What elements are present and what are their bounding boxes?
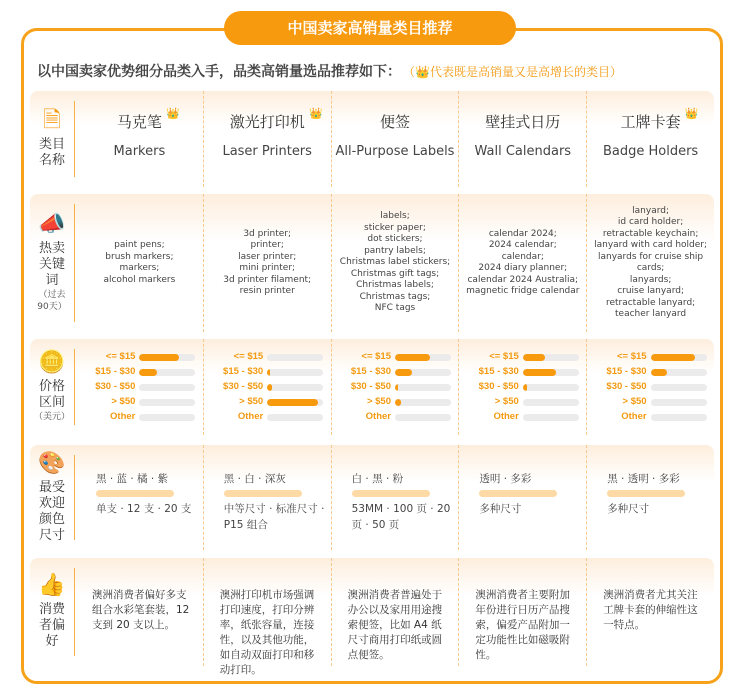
- price-bar-fill: [651, 369, 668, 376]
- price-bar-row: [81, 380, 197, 395]
- keywords-cell: [76, 194, 203, 332]
- price-bar-row: [465, 380, 581, 395]
- category-cn: [620, 107, 699, 132]
- row-keywords: [30, 194, 714, 332]
- thumbs-up-icon: 👍: [38, 573, 66, 598]
- highlight-bar: [607, 490, 685, 497]
- row-label-price: [30, 339, 74, 435]
- price-bar-track: [395, 384, 451, 391]
- color-size-cell: [331, 445, 459, 550]
- price-label: <= $15: [233, 351, 264, 363]
- keyword: Christmas gift tags;: [350, 268, 440, 279]
- price-bar-row: [337, 395, 453, 410]
- category-cn: [485, 113, 561, 132]
- keyword: labels;: [380, 211, 410, 222]
- popular-colors: 黑 · 白 · 深灰: [223, 473, 286, 485]
- color-size-cell: [458, 445, 586, 550]
- keyword: alcohol markers: [103, 274, 176, 285]
- row-category: [30, 91, 714, 187]
- price-bar-track: [651, 354, 707, 361]
- category-en: Laser Printers: [222, 143, 312, 159]
- price-bar-row: [209, 350, 325, 365]
- price-bar-row: [81, 365, 197, 380]
- popular-colors: 白 · 黑 · 粉: [351, 473, 404, 485]
- keyword: magnetic fridge calendar: [466, 286, 580, 296]
- keyword: resin printer: [239, 286, 295, 296]
- price-bar-track: [139, 354, 195, 361]
- price-bar-fill: [267, 369, 270, 376]
- price-bar-track: [523, 384, 579, 391]
- price-bar-track: [651, 399, 707, 406]
- keyword: 3d printer;: [243, 228, 292, 239]
- popular-sizes: 53MM · 100 页 · 20 页 · 50 页: [351, 503, 451, 531]
- label-sub: （美元）: [33, 412, 70, 422]
- keywords-cell: [331, 194, 459, 332]
- preference-cell: 澳洲消费者主要附加年份进行日历产品搜索，偏爱产品附加一定功能性比如磁吸附性。: [458, 558, 586, 666]
- category-cn: [229, 107, 323, 132]
- price-label: $30 - $50: [478, 381, 519, 393]
- row-label-preference: [30, 558, 74, 666]
- price-bar-track: [395, 354, 451, 361]
- popular-colors: 黑 · 透明 · 多彩: [607, 473, 680, 485]
- price-bar-fill: [139, 369, 157, 376]
- price-label: $15 - $30: [606, 366, 647, 378]
- category-en: Badge Holders: [602, 143, 699, 159]
- price-bar-track: [267, 384, 323, 391]
- keyword: calendar;: [501, 251, 544, 262]
- label-text: 最受欢迎颜色尺寸: [38, 479, 65, 543]
- category-cn: [116, 107, 180, 132]
- popular-sizes: 中等尺寸 · 标准尺寸 · P15 组合: [223, 503, 325, 531]
- category-cn-text: 工牌卡套: [620, 113, 681, 132]
- price-label: $15 - $30: [350, 366, 391, 378]
- price-bar-row: [337, 350, 453, 365]
- label-sub: （过去90天）: [37, 290, 67, 312]
- keyword: printer;: [250, 240, 284, 250]
- price-label: $15 - $30: [95, 366, 136, 378]
- price-bar-fill: [267, 384, 271, 391]
- keyword: calendar 2024 Australia;: [467, 274, 579, 285]
- crown-icon: 👑: [684, 107, 699, 121]
- price-label: > $50: [494, 396, 519, 408]
- popular-sizes: 多种尺寸: [607, 503, 650, 515]
- price-label: $15 - $30: [478, 366, 519, 378]
- category-cell: [76, 91, 203, 187]
- color-size-cell: [203, 445, 331, 550]
- price-bar-track: [651, 414, 707, 421]
- price-label: $30 - $50: [606, 381, 647, 393]
- price-bar-fill: [651, 354, 696, 361]
- price-label: <= $15: [105, 351, 136, 363]
- row-price: [30, 339, 714, 435]
- keyword: lanyards;: [629, 274, 672, 285]
- popular-colors: 透明 · 多彩: [479, 473, 532, 485]
- price-label: > $50: [239, 396, 264, 408]
- category-cn-text: 激光打印机: [229, 113, 305, 132]
- price-label: > $50: [111, 396, 136, 408]
- keywords-cell: [586, 194, 714, 332]
- preference-cell: 澳洲打印机市场强调打印速度，打印分辨率，纸张容量，连接性，以及其他功能，如自动双面打印和移动打印。: [203, 558, 331, 666]
- price-bar-track: [651, 384, 707, 391]
- keyword: paint pens;: [114, 240, 165, 250]
- price-bar-fill: [523, 369, 557, 376]
- font-file-icon: 🗎: [43, 108, 61, 133]
- keyword: Christmas labels;: [356, 280, 434, 291]
- highlight-bar: [479, 490, 557, 497]
- palette-icon: 🎨: [38, 450, 66, 476]
- category-cell: [586, 91, 714, 187]
- price-label: <= $15: [616, 351, 647, 363]
- price-label: Other: [621, 411, 647, 423]
- price-bar-row: [593, 365, 709, 380]
- price-bar-row: [465, 410, 581, 425]
- price-bar-track: [139, 414, 195, 421]
- price-bar-track: [395, 414, 451, 421]
- price-bar-track: [139, 399, 195, 406]
- keyword: id card holder;: [617, 217, 684, 227]
- price-bar-row: [209, 410, 325, 425]
- keyword: lanyard;: [632, 205, 670, 216]
- price-bar-track: [267, 354, 323, 361]
- price-bar-track: [523, 369, 579, 376]
- category-cell: [331, 91, 459, 187]
- price-bar-row: [209, 395, 325, 410]
- price-bar-row: [209, 365, 325, 380]
- price-label: <= $15: [361, 351, 391, 363]
- page-title: 中国卖家高销量类目推荐: [224, 11, 516, 45]
- keyword: lanyards for cruise ship cards;: [598, 251, 704, 273]
- keyword: 3d printer filament;: [223, 274, 312, 285]
- price-cell: [203, 339, 331, 435]
- category-en: All-Purpose Labels: [335, 143, 455, 159]
- price-bar-track: [139, 384, 195, 391]
- keyword: markers;: [119, 263, 160, 273]
- highlight-bar: [96, 490, 174, 497]
- price-label: > $50: [366, 396, 391, 408]
- keyword: laser printer;: [238, 251, 297, 262]
- popular-sizes: 多种尺寸: [479, 503, 522, 515]
- price-bar-track: [395, 369, 451, 376]
- price-label: $30 - $50: [350, 381, 391, 393]
- price-bar-fill: [395, 369, 412, 376]
- keyword: brush markers;: [105, 251, 174, 262]
- color-size-cell: [586, 445, 714, 550]
- price-bar-row: [593, 395, 709, 410]
- row-preference: [30, 558, 714, 676]
- row-label-category: [30, 91, 74, 187]
- price-label: $30 - $50: [223, 381, 264, 393]
- price-bar-fill: [523, 354, 545, 361]
- keyword: sticker paper;: [364, 222, 426, 233]
- keyword: 2024 diary planner;: [478, 263, 568, 273]
- subtitle-text: 以中国卖家优势细分品类入手，品类高销量选品推荐如下：: [37, 64, 401, 80]
- price-bar-row: [593, 380, 709, 395]
- price-label: Other: [237, 411, 264, 423]
- price-bar-fill: [523, 384, 527, 391]
- price-bar-fill: [395, 399, 401, 406]
- price-bar-row: [81, 410, 197, 425]
- category-cn-text: 便签: [379, 113, 410, 132]
- price-label: <= $15: [489, 351, 519, 363]
- price-bar-track: [523, 399, 579, 406]
- label-text: 价格区间: [38, 379, 65, 410]
- category-en: Markers: [113, 143, 166, 159]
- price-cell: [586, 339, 714, 435]
- crown-icon: 👑: [166, 107, 180, 121]
- category-cn-text: 马克笔: [116, 113, 162, 132]
- keyword: retractable lanyard;: [605, 297, 696, 308]
- keyword: lanyard with card holder;: [594, 240, 708, 250]
- price-bar-fill: [395, 354, 430, 361]
- price-label: Other: [493, 411, 519, 423]
- price-bar-row: [465, 365, 581, 380]
- price-bar-track: [395, 399, 451, 406]
- price-bar-fill: [139, 354, 178, 361]
- preference-cell: 澳洲消费者普遍处于办公以及家用用途搜索便签，比如 A4 纸尺寸商用打印纸或圆点便签。: [331, 558, 459, 666]
- price-label: > $50: [622, 396, 647, 408]
- price-bar-row: [209, 380, 325, 395]
- keyword: retractable keychain;: [602, 228, 699, 239]
- coins-icon: 🪙: [38, 350, 66, 375]
- price-bar-row: [81, 395, 197, 410]
- category-cell: [203, 91, 331, 187]
- preference-cell: 澳洲消费者偏好多支组合水彩笔套装，12支到 20 支以上。: [92, 589, 190, 631]
- price-bar-track: [523, 354, 579, 361]
- price-label: $15 - $30: [223, 366, 264, 378]
- price-bar-fill: [395, 384, 398, 391]
- popular-colors: 黑 · 蓝 · 橘 · 紫: [96, 473, 169, 485]
- category-cn-text: 壁挂式日历: [485, 113, 561, 132]
- keyword: dot stickers;: [367, 234, 423, 245]
- price-bar-fill: [267, 399, 317, 406]
- price-bar-track: [267, 399, 323, 406]
- price-cell: [76, 339, 203, 435]
- price-cell: [331, 339, 459, 435]
- crown-icon: 👑: [309, 107, 323, 121]
- price-bar-track: [523, 414, 579, 421]
- label-text: 热卖关键词: [38, 241, 65, 288]
- highlight-bar: [352, 490, 430, 497]
- price-bar-row: [465, 395, 581, 410]
- keyword: NFC tags: [374, 303, 416, 314]
- price-bar-track: [267, 369, 323, 376]
- row-label-keywords: [30, 194, 74, 332]
- megaphone-icon: 📣: [38, 212, 66, 237]
- color-size-cell: [76, 445, 203, 550]
- keywords-cell: [203, 194, 331, 332]
- keyword: pantry labels;: [364, 245, 426, 256]
- subtitle: [37, 61, 622, 81]
- keyword: Christmas label stickers;: [339, 257, 451, 268]
- crown-note: （👑代表既是高销量又是高增长的类目）: [409, 65, 622, 79]
- keyword: 2024 calendar;: [488, 240, 557, 250]
- keyword: teacher lanyard: [615, 309, 687, 319]
- highlight-bar: [224, 490, 302, 497]
- price-bar-track: [267, 414, 323, 421]
- keyword: Christmas tags;: [359, 291, 431, 302]
- preference-cell: 澳洲消费者尤其关注工牌卡套的伸缩性这一特点。: [586, 558, 714, 666]
- keyword: mini printer;: [239, 263, 296, 273]
- label-text: 类目名称: [38, 137, 65, 168]
- price-bar-track: [651, 369, 707, 376]
- price-bar-row: [593, 410, 709, 425]
- row-color: [30, 445, 714, 550]
- price-label: $30 - $50: [95, 381, 136, 393]
- row-label-color: [30, 445, 74, 550]
- price-label: Other: [365, 411, 391, 423]
- price-bar-row: [337, 410, 453, 425]
- price-bar-row: [337, 365, 453, 380]
- keyword: calendar 2024;: [488, 228, 557, 239]
- label-text: 消费者偏好: [38, 602, 65, 649]
- price-label: Other: [110, 411, 136, 423]
- category-en: Wall Calendars: [474, 143, 572, 159]
- popular-sizes: 单支 · 12 支 · 20 支: [96, 503, 192, 515]
- price-cell: [458, 339, 586, 435]
- keyword: cruise lanyard;: [617, 286, 684, 296]
- price-bar-row: [465, 350, 581, 365]
- keywords-cell: [458, 194, 586, 332]
- price-bar-track: [139, 369, 195, 376]
- price-bar-row: [337, 380, 453, 395]
- category-cell: [458, 91, 586, 187]
- price-bar-row: [593, 350, 709, 365]
- category-cn: [379, 113, 410, 132]
- price-bar-row: [81, 350, 197, 365]
